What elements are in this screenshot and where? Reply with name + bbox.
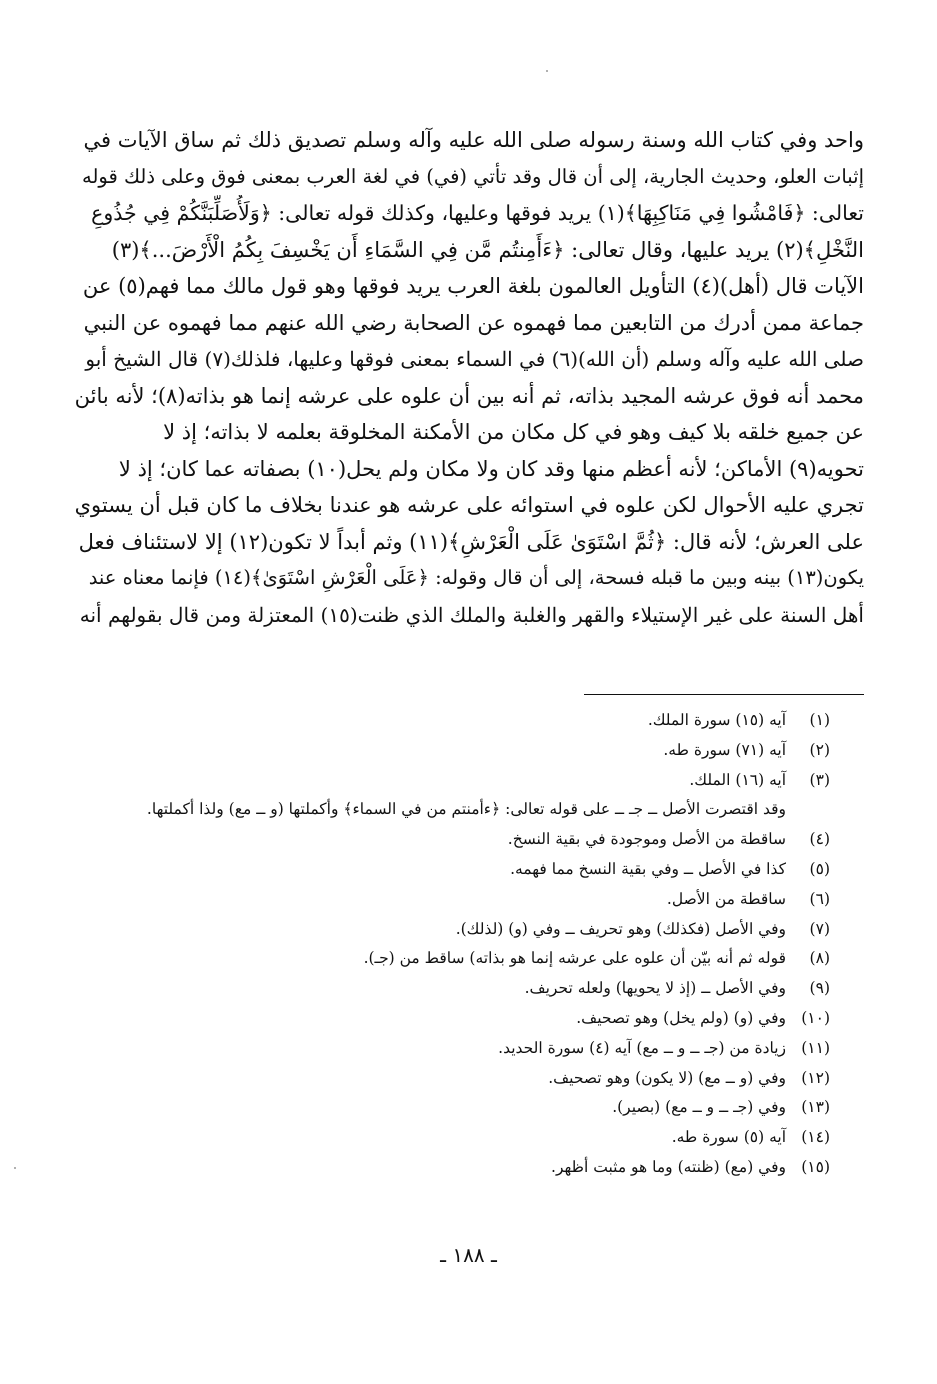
text-line: النَّخْلِ﴾(٢) يريد عليها، وقال تعالى: ﴿ءَأَمِنتُم مَّن فِي السَّمَاءِ أَن يَخْسِفَ بِكُمُ الْأَرْضَ...﴾(٣) [111, 237, 864, 262]
footnote-number: (٦) [809, 889, 830, 908]
footnote-number: (٤) [809, 830, 830, 849]
text-line: تعالى: ﴿فَامْشُوا فِي مَنَاكِبِهَا﴾(١) يريد فوقها وعليها، وكذلك قوله تعالى: ﴿وَلَأُصَلِّبَنَّكُمْ فِي جُذُوعِ [91, 201, 864, 225]
footnote-text: ساقطة من الأصل وموجودة في بقية النسخ. [507, 830, 786, 849]
text-line: محمد أنه فوق عرشه المجيد بذاته، ثم أنه بين أن علوه على عرشه إنما هو بذاته(٨)؛ لأنه بائن [74, 383, 864, 408]
footnote-number: (١٤) [801, 1128, 830, 1147]
footnote-number [786, 795, 830, 825]
footnote-text: كذا في الأصل ــ وفي بقية النسخ مما فهمه. [510, 859, 786, 878]
text-line: جماعة ممن أدرك من التابعين مما فهموه عن الصحابة رضي الله عنهم مما فهموه عن النبي [83, 310, 864, 335]
text-line: تجري عليه الأحوال لكن علوه في استوائه على عرشه هو عندنا بخلاف ما كان قبل أن يستوي [74, 493, 864, 517]
footnote-text: آيه (٧١) سورة طه. [663, 740, 786, 759]
footnote-text: آيه (١٦) الملك. [689, 770, 786, 789]
footnote-number: (١١) [801, 1038, 830, 1057]
footnote [60, 736, 830, 766]
footnote-separator [584, 694, 864, 695]
footnote-text: وفي (مع) (ظنته) وما هو مثبت أظهر. [551, 1157, 786, 1176]
footnote [60, 915, 830, 945]
footnote-text: وفي (و) (ولم يخل) وهو تصحيف. [576, 1008, 786, 1027]
footnote-text: وفي (جـ ــ و ــ مع) (بصير). [612, 1098, 786, 1117]
footnote [60, 1004, 830, 1034]
footnote-text: زيادة من (جـ ــ و ــ مع) آيه (٤) سورة الحديد. [498, 1038, 786, 1057]
footnote-number: (٧) [809, 919, 830, 938]
footnote [60, 825, 830, 855]
footnote-text: وقد اقتصرت الأصل ــ جـ ــ على قوله تعالى: ﴿ءأمنتم من في السماء﴾ وأكملتها (و ــ مع) ولذا أكملتها. [146, 800, 786, 819]
footnote-number: (١٥) [801, 1157, 830, 1176]
footnote-text: قوله ثم أنه بيّن أن علوه على عرشه إنما هو بذاته) ساقط من (جـ). [363, 949, 786, 968]
footnotes [60, 706, 830, 1183]
footnote-text: ساقطة من الأصل. [666, 889, 786, 908]
footnote [60, 944, 830, 974]
footnote-number: (٢) [809, 740, 830, 759]
footnote [60, 766, 830, 796]
footnote [60, 1123, 830, 1153]
text-line: يكون(١٣) بينه وبين ما قبله فسحة، إلى أن قال وقوله: ﴿عَلَى الْعَرْشِ اسْتَوَىٰ﴾(١٤) فإنما معناه عند [88, 566, 864, 589]
footnote-text: وفي الأصل (فكذلك) وهو تحريف ــ وفي (و) (لذلك). [455, 919, 786, 938]
scan-speck [546, 70, 548, 72]
footnote-continuation [60, 795, 830, 825]
footnote-number: (١٠) [801, 1008, 830, 1027]
text-line: عن جميع خلقه بلا كيف وهو في كل مكان من الأمكنة المخلوقة بعلمه لا بذاته؛ إذ لا [163, 420, 864, 444]
footnote [60, 1093, 830, 1123]
footnote-number: (١٣) [801, 1098, 830, 1117]
footnote-number: (١) [809, 711, 830, 729]
footnote-text: آيه (١٥) سورة الملك. [647, 711, 786, 729]
text-line: واحد وفي كتاب الله وسنة رسوله صلى الله عليه وآله وسلم تصديق ذلك ثم ساق الآيات في [83, 128, 864, 152]
scan-speck [14, 1167, 16, 1169]
footnote [60, 1064, 830, 1094]
footnote-number: (٥) [809, 859, 830, 878]
footnote-text: آيه (٥) سورة طه. [671, 1128, 786, 1147]
footnote [60, 974, 830, 1004]
footnote [60, 1153, 830, 1183]
footnote-text: وفي (و ــ مع) (لا يكون) وهو تصحيف. [548, 1068, 786, 1087]
footnote-number: (١٢) [801, 1068, 830, 1087]
text-line: تحويه(٩) الأماكن؛ لأنه أعظم منها وقد كان ولا مكان ولم يحل(١٠) بصفاته عما كان؛ إذ لا [118, 456, 864, 481]
text-line: الآيات قال (أهل)(٤) التأويل العالمون بلغة العرب يريد فوقها وهو قول مالك مما فهم(٥) عن [82, 274, 864, 298]
text-line: إثبات العلو، وحديث الجارية، إلى أن قال وقد تأتي (في) في لغة العرب بمعنى فوق وعلى ذلك قوله [82, 164, 864, 188]
footnote [60, 855, 830, 885]
footnote-number: (٣) [809, 770, 830, 789]
footnote [60, 1034, 830, 1064]
footnote [60, 885, 830, 915]
main-text [74, 122, 864, 633]
footnote-number: (٨) [809, 949, 830, 968]
text-line: أهل السنة على غير الإستيلاء والقهر والغلبة والملك الذي ظنت(١٥) المعتزلة ومن قال بقولهم أنه [79, 602, 864, 627]
text-line: صلى الله عليه وآله وسلم (أن الله)(٦) في السماء بمعنى فوقها وعليها، فلذلك(٧) قال الشيخ أبو [85, 347, 864, 371]
footnote-number: (٩) [809, 979, 830, 998]
text-line: على العرش؛ لأنه قال: ﴿ثُمَّ اسْتَوَىٰ عَلَى الْعَرْشِ﴾(١١) وثم أبداً لا تكون(١٢) إلا لاستئناف فعل [78, 529, 864, 554]
page-number: ـ ١٨٨ ـ [440, 1243, 497, 1267]
footnote [60, 706, 830, 736]
footnote-text: وفي الأصل ــ (إذ لا يحويها) ولعله تحريف. [524, 979, 786, 998]
